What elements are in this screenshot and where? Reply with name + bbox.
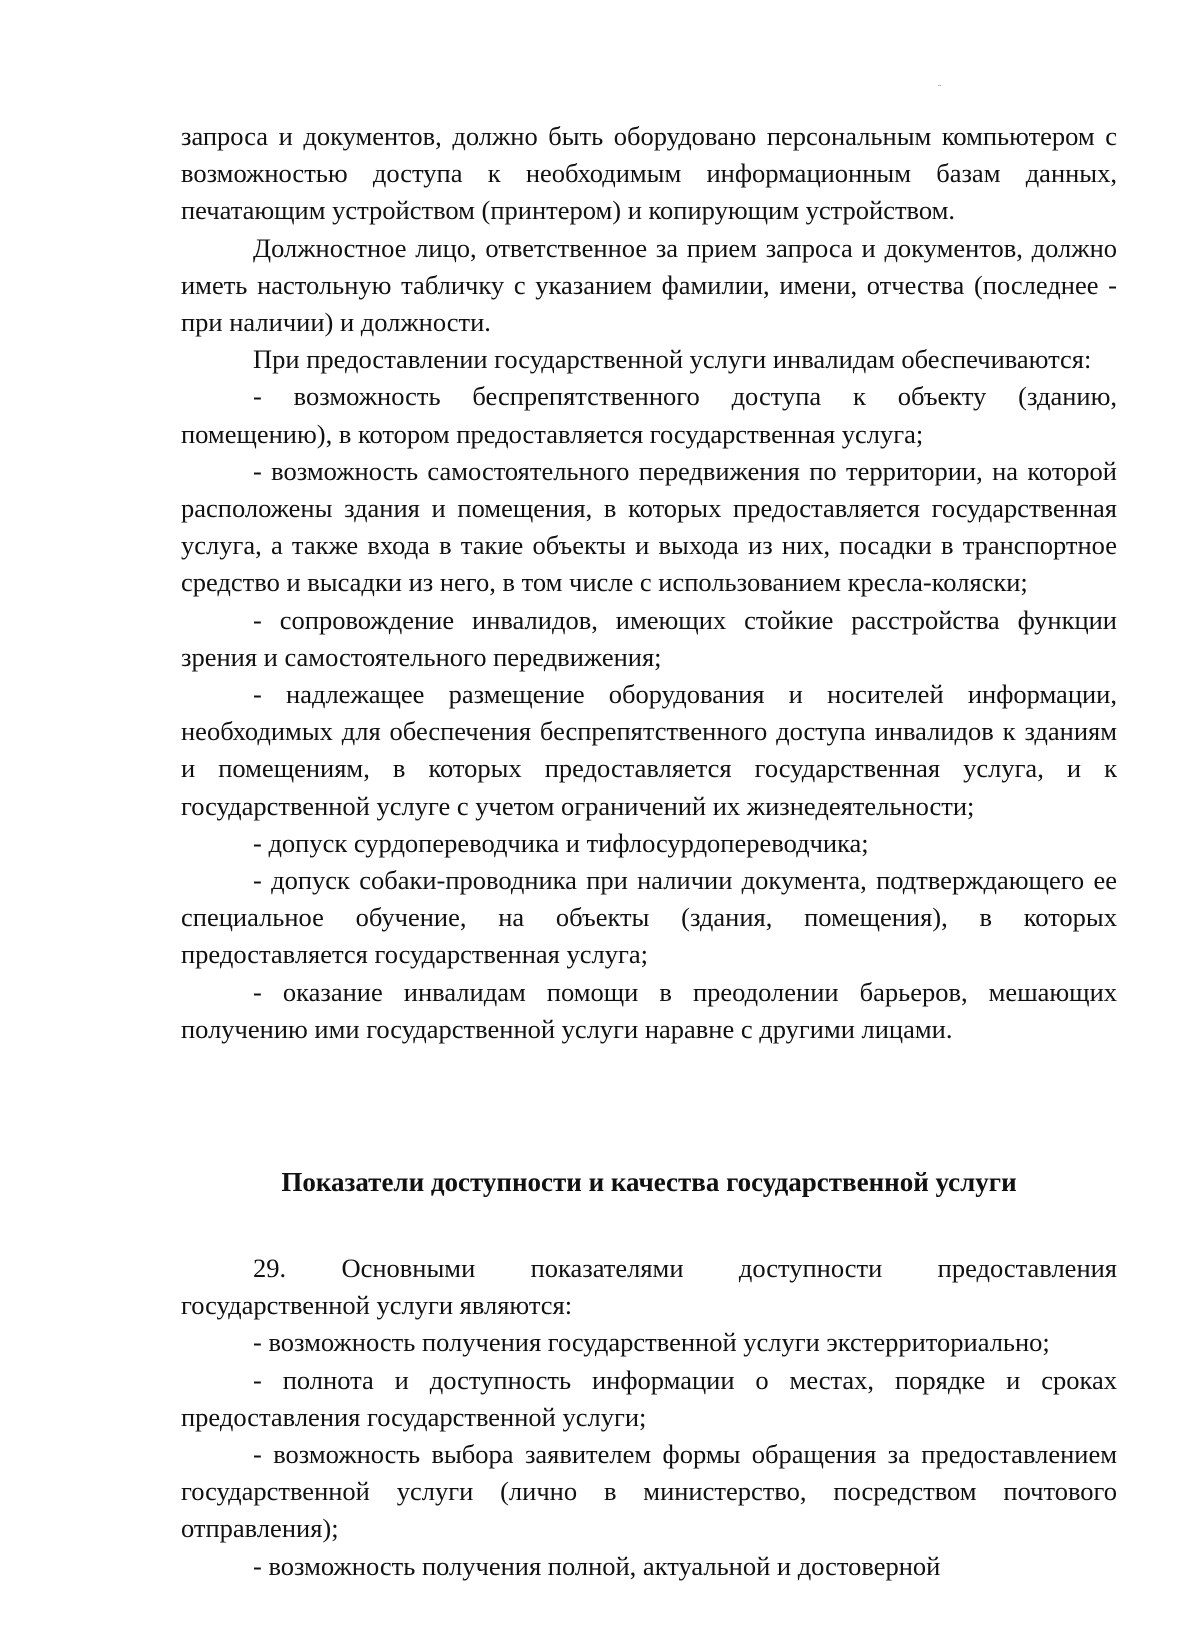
list-item-escort: - сопровождение инвалидов, имеющих стойкие расстройства функции зрения и самостоятельного передвижения; [181, 604, 1117, 672]
list-item-extraterritorial: - возможность получения государственной услуги экстерриториально; [253, 1327, 1050, 1358]
paragraph-29-intro: 29. Основными показателями доступности предоставления государственной услуги являются: [181, 1253, 1117, 1321]
list-item-unobstructed-access: - возможность беспрепятственного доступа к объекту (зданию, помещению), в котором предоставляется государственная услуга; [181, 381, 1117, 449]
list-item-independent-movement: - возможность самостоятельного передвижения по территории, на которой расположены здания и помещения, в которых предоставляется государственная услуга, а также входа в такие объекты и выхода из них, посадки в транспортное средство и высадки из него, в том числе с использованием кресла-коляски; [181, 455, 1117, 598]
list-item-sign-interpreter: - допуск сурдопереводчика и тифлосурдопереводчика; [253, 827, 869, 858]
paragraph-workplace-equipment: запроса и документов, должно быть оборудовано персональным компьютером с возможностью доступа к необходимым информационным базам данных, печатающим устройством (принтером) и копирующим устройством. [181, 121, 1117, 226]
list-item-appeal-form-choice: - возможность выбора заявителем формы обращения за предоставлением государственной услуги (лично в министерство, посредством почтового отправления); [181, 1439, 1117, 1544]
body-text-top [181, 118, 1117, 1048]
paragraph-nameplate: Должностное лицо, ответственное за прием запроса и документов, должно иметь настольную табличку с указанием фамилии, имени, отчества (последнее - при наличии) и должности. [181, 232, 1117, 338]
paragraph-disabled-provisions-intro: При предоставлении государственной услуги инвалидам обеспечиваются: [253, 344, 1092, 375]
list-item-equipment-placement: - надлежащее размещение оборудования и носителей информации, необходимых для обеспечения беспрепятственного доступа инвалидов к зданиям и помещениям, в которых предоставляется государственная услуга, и к государственной услуге с учетом ограничений их жизнедеятельности; [181, 679, 1117, 821]
body-text-bottom [181, 1250, 1117, 1585]
list-item-barrier-assistance: - оказание инвалидам помощи в преодолении барьеров, мешающих получению ими государственной услуги наравне с другими лицами. [181, 976, 1117, 1044]
scan-speck [938, 85, 941, 86]
list-item-full-information: - возможность получения полной, актуальной и достоверной [253, 1550, 941, 1581]
section-heading: Показатели доступности и качества государственной услуги [281, 1167, 1017, 1197]
list-item-information-completeness: - полнота и доступность информации о местах, порядке и сроках предоставления государственной услуги; [181, 1364, 1117, 1432]
list-item-guide-dog: - допуск собаки-проводника при наличии документа, подтверждающего ее специальное обучение, на объекты (здания, помещения), в которых предоставляется государственная услуга; [181, 865, 1117, 970]
